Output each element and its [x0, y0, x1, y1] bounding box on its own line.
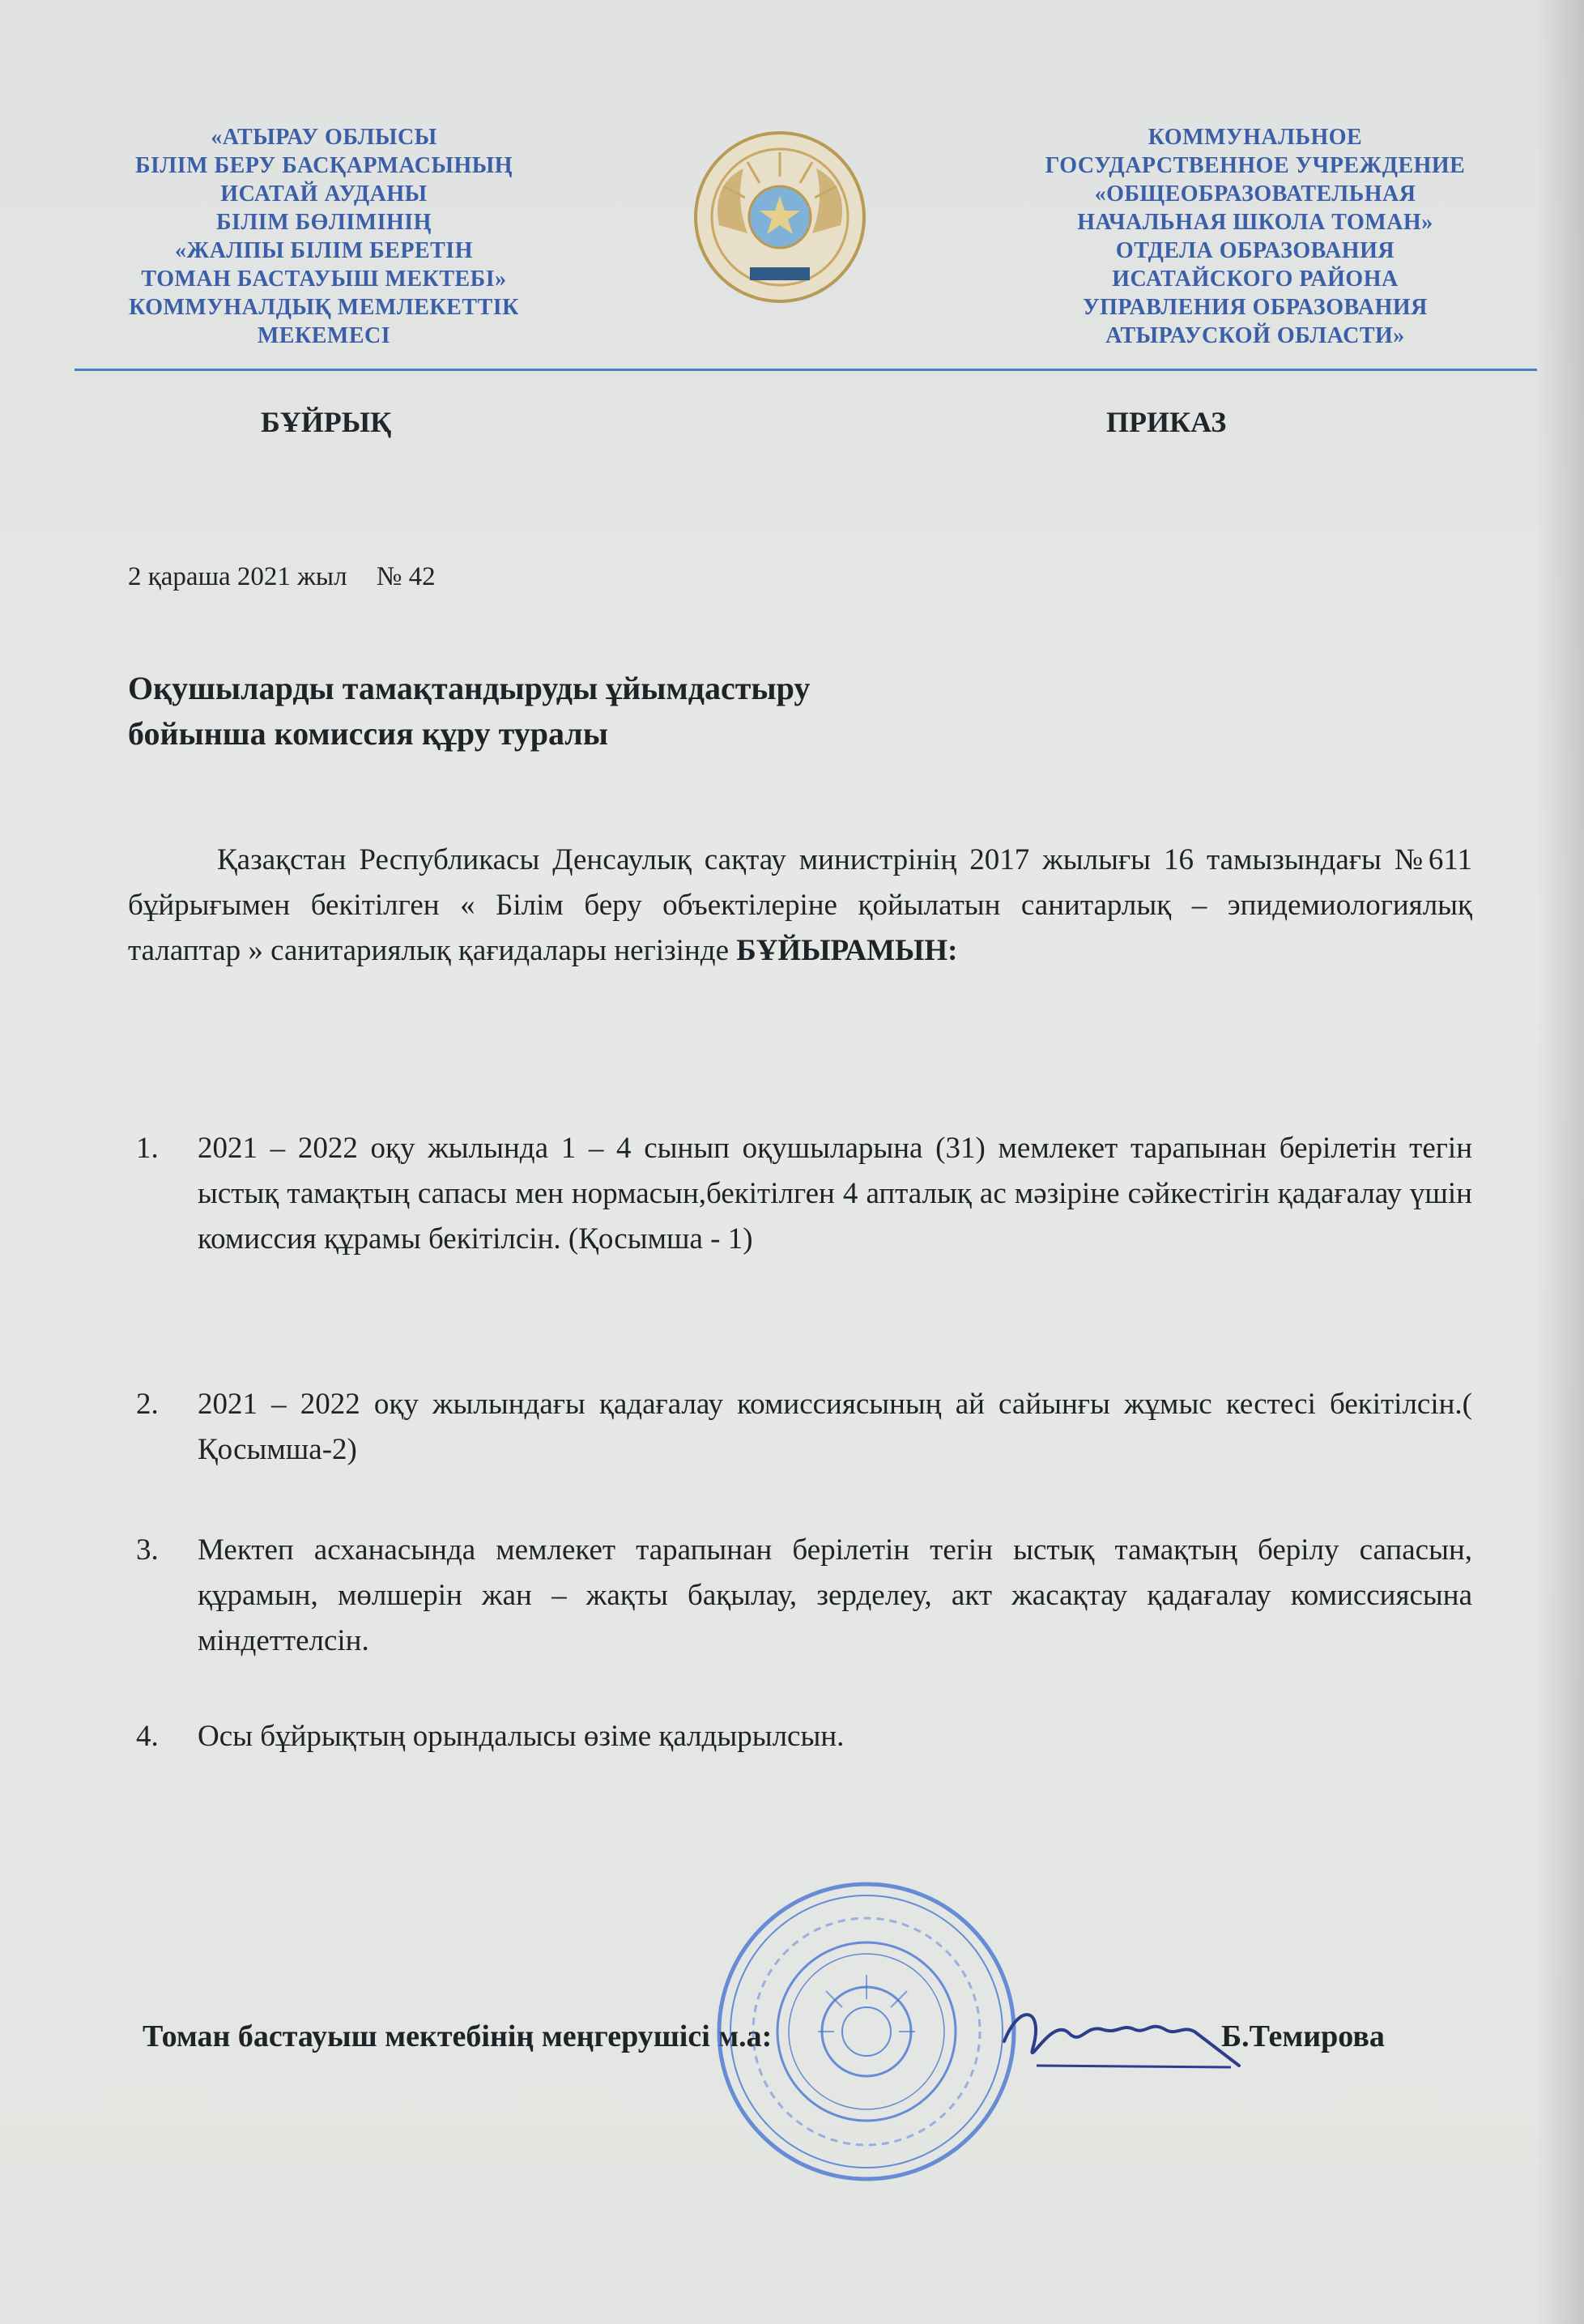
signatory-position: Томан бастауыш мектебінің меңгерушісі м.а:	[143, 2019, 773, 2053]
item-number: 4.	[136, 1720, 159, 1753]
item-number: 3.	[136, 1533, 159, 1567]
item-text: Осы бұйрықтың орындалысы өзіме қалдырылсын.	[198, 1720, 845, 1753]
header-left-line: ИСАТАЙ АУДАНЫ	[220, 181, 428, 207]
signature-icon	[988, 1985, 1247, 2090]
doc-type-ru: ПРИКАЗ	[1106, 406, 1227, 438]
order-number: № 42	[376, 562, 436, 591]
header-left-line: «ЖАЛПЫ БІЛІМ БЕРЕТІН	[175, 238, 473, 263]
order-item	[136, 1714, 1472, 1759]
state-emblem-icon	[687, 128, 873, 306]
header-left-kz	[97, 123, 551, 350]
order-date: 2 қараша 2021 жыл	[128, 562, 347, 591]
header-left-line: МЕКЕМЕСІ	[257, 323, 391, 348]
header-left-line: БІЛІМ БЕРУ БАСҚАРМАСЫНЫҢ	[134, 153, 513, 178]
round-stamp-icon	[713, 1878, 1020, 2185]
subject-line-1: Оқушыларды тамақтандыруды ұйымдастыру	[128, 670, 811, 706]
intro-paragraph	[128, 838, 1472, 974]
header-divider	[75, 369, 1537, 371]
item-text: Мектеп асханасында мемлекет тарапынан берілетін тегін ыстық тамақтың берілу сапасын, құрамын, мөлшерін жан – жақты бақылау, зерделеу, акт жасақтау қадағалау комиссиясына міндеттелсін.	[198, 1533, 1472, 1657]
subject-line-2: бойынша комиссия құру туралы	[128, 715, 608, 752]
header-right-line: «ОБЩЕОБРАЗОВАТЕЛЬНАЯ	[1094, 181, 1416, 207]
item-number: 2.	[136, 1388, 159, 1421]
item-text: 2021 – 2022 оқу жылында 1 – 4 сынып оқушыларына (31) мемлекет тарапынан берілетін тегін ыстық тамақтың сапасы мен нормасын,бекітілген 4 апталық ас мәзіріне сәйкестігін қадағалау үшін комиссия құрамы бекітілсін. (Қосымша - 1)	[198, 1132, 1472, 1256]
order-subject	[128, 666, 810, 757]
intro-text: Қазақстан Республикасы Денсаулық сақтау министрінің 2017 жылығы 16 тамызындағы №611 бұйрығымен бекітілген « Білім беру объектілеріне қойылатын санитарлық – эпидемиологиялық талаптар » санитариялық қағидалары негізінде	[128, 843, 1472, 967]
header-right-line: УПРАВЛЕНИЯ ОБРАЗОВАНИЯ	[1083, 295, 1428, 320]
header-right-line: ИСАТАЙСКОГО РАЙОНА	[1112, 267, 1399, 292]
date-line	[128, 562, 458, 592]
item-text: 2021 – 2022 оқу жылындағы қадағалау комиссиясының ай сайынғы жұмыс кестесі бекітілсін.( Қосымша-2)	[198, 1388, 1472, 1466]
header-right-line: ГОСУДАРСТВЕННОЕ УЧРЕЖДЕНИЕ	[1045, 153, 1466, 178]
header-left-line: ТОМАН БАСТАУЫШ МЕКТЕБІ»	[141, 267, 507, 292]
header-right-line: НАЧАЛЬНАЯ ШКОЛА ТОМАН»	[1077, 210, 1433, 235]
header-right-line: ОТДЕЛА ОБРАЗОВАНИЯ	[1115, 238, 1395, 263]
order-word: БҰЙЫРАМЫН:	[736, 934, 958, 967]
order-item	[136, 1382, 1472, 1473]
page-edge-shadow	[1535, 0, 1584, 2324]
header-left-line: КОММУНАЛДЫҚ МЕМЛЕКЕТТІК	[129, 295, 519, 320]
doc-type-kz: БҰЙРЫҚ	[261, 406, 392, 438]
header-left-line: «АТЫРАУ ОБЛЫСЫ	[211, 125, 437, 150]
header-right-line: АТЫРАУСКОЙ ОБЛАСТИ»	[1105, 323, 1405, 348]
item-number: 1.	[136, 1132, 159, 1165]
order-item	[136, 1528, 1472, 1664]
signatory-name: Б.Темирова	[1221, 2019, 1385, 2053]
order-item	[136, 1126, 1472, 1262]
header-right-ru	[1012, 123, 1498, 350]
header-left-line: БІЛІМ БӨЛІМІНІҢ	[216, 210, 432, 235]
header-right-line: КОММУНАЛЬНОЕ	[1148, 125, 1363, 150]
